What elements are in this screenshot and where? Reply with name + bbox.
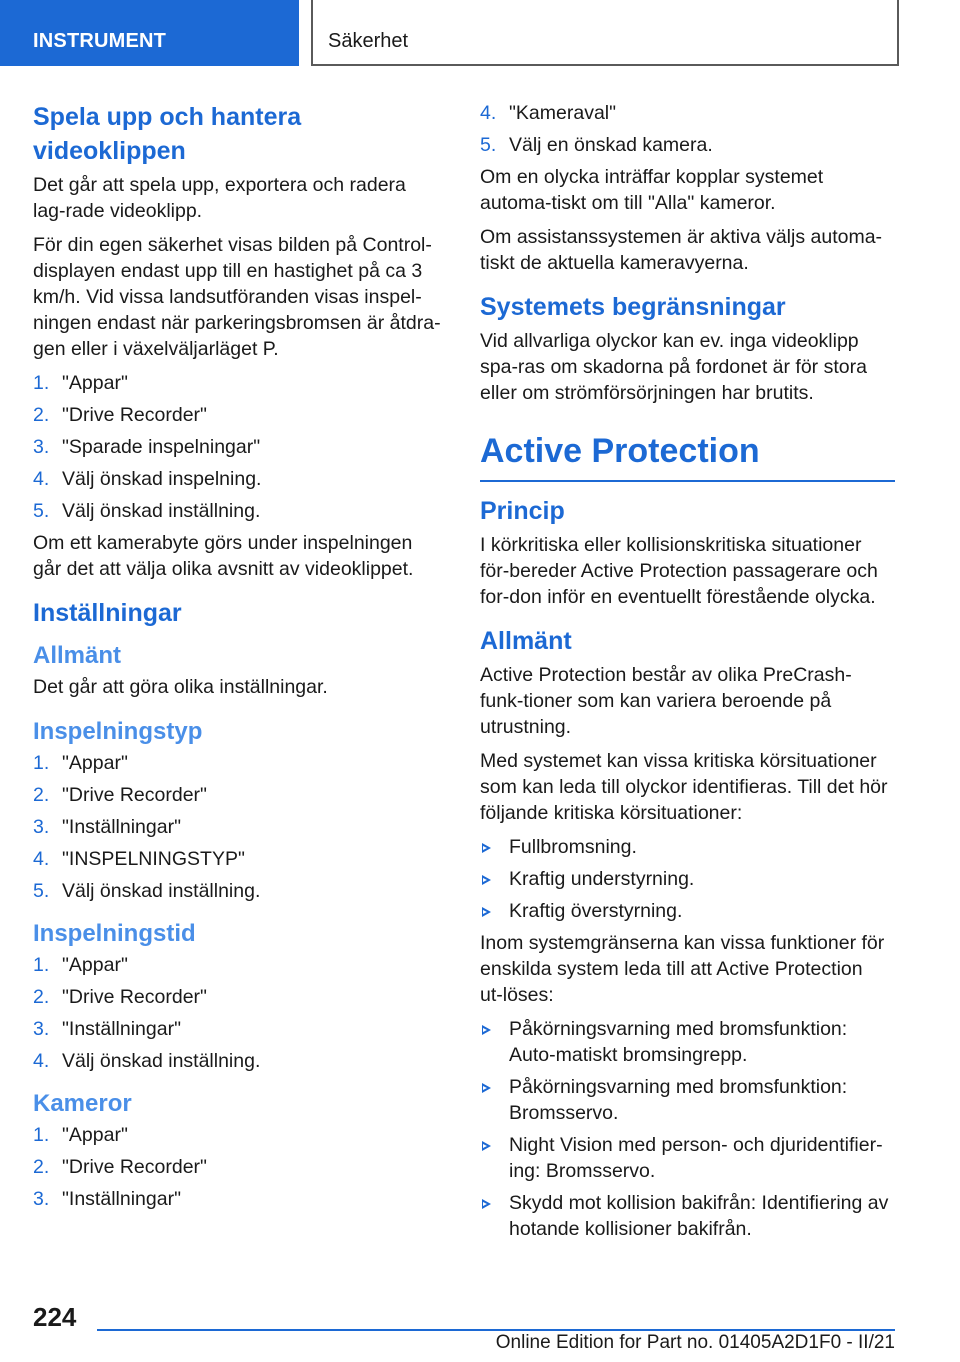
- list-item: [33, 434, 443, 460]
- step-text: "Inställningar": [62, 1188, 181, 1210]
- list-item: [33, 984, 443, 1010]
- step-number: 4.: [33, 848, 50, 870]
- paragraph: Inom systemgränserna kan vissa funktioner för enskilda system leda till att Active Protection ut-löses:: [480, 932, 885, 1006]
- step-text: "Inställningar": [62, 1018, 181, 1040]
- chapter-header: [311, 0, 899, 66]
- step-number: 1.: [33, 1124, 50, 1146]
- paragraph: För din egen säkerhet visas bilden på Control-displayen endast upp till en hastighet på ca 3 km/h. Vid vissa landsutföranden visas inspel-ningen endast när parkeringsbromsen är åtdra-gen eller i växelväljarläget P.: [33, 234, 441, 360]
- bullet-text: Skydd mot kollision bakifrån: Identifiering av hotande kollisioner bakifrån.: [509, 1192, 889, 1240]
- paragraph: Vid allvarliga olyckor kan ev. inga videoklipp spa-ras om skadorna på fordonet är för stora eller om strömförsörjningen har brutits.: [480, 330, 867, 404]
- list-item: [33, 1186, 443, 1212]
- list-item: [480, 1190, 890, 1242]
- bullet-text: Kraftig överstyrning.: [509, 900, 683, 922]
- step-text: "Kameraval": [509, 102, 617, 124]
- chapter-heading-rule: [480, 428, 895, 482]
- list-item: [33, 952, 443, 978]
- paragraph: Om en olycka inträffar kopplar systemet automa-tiskt om till "Alla" kameror.: [480, 166, 824, 214]
- step-number: 2.: [33, 404, 50, 426]
- step-text: "Drive Recorder": [62, 784, 207, 806]
- paragraph: I körkritiska eller kollisionskritiska situationer för-bereder Active Protection passagerare och for-don inför en eventuellt förestående olycka.: [480, 534, 878, 608]
- bullet-list: [480, 834, 890, 924]
- bullet-list: [480, 1016, 890, 1242]
- step-number: 3.: [33, 1018, 50, 1040]
- step-number: 3.: [33, 816, 50, 838]
- heading-playback: Spela upp och hantera videoklippen: [33, 103, 302, 165]
- triangle-bullet-icon: [482, 1141, 491, 1151]
- step-number: 2.: [33, 986, 50, 1008]
- list-item: [480, 834, 890, 860]
- page-number: 224: [33, 1302, 77, 1332]
- paragraph: Om ett kamerabyte görs under inspelningen går det att välja olika avsnitt av videoklippet.: [33, 532, 414, 580]
- heading-principle: Princip: [480, 497, 565, 525]
- step-text: "Drive Recorder": [62, 986, 207, 1008]
- step-text: "INSPELNINGSTYP": [62, 848, 245, 870]
- list-item: [33, 1154, 443, 1180]
- list-item: [33, 782, 443, 808]
- steps-list: [33, 370, 443, 524]
- section-tab: [0, 0, 299, 66]
- subheading-recording-type: Inspelningstyp: [33, 718, 203, 745]
- step-text: "Appar": [62, 1124, 128, 1146]
- step-text: Välj en önskad kamera.: [509, 134, 713, 156]
- step-number: 3.: [33, 1188, 50, 1210]
- bullet-text: Night Vision med person- och djuridentifier-ing: Bromsservo.: [509, 1134, 883, 1182]
- step-number: 3.: [33, 436, 50, 458]
- step-text: "Appar": [62, 752, 128, 774]
- triangle-bullet-icon: [482, 843, 491, 853]
- heading-limitations: Systemets begränsningar: [480, 293, 786, 321]
- step-number: 4.: [33, 1050, 50, 1072]
- bullet-text: Fullbromsning.: [509, 836, 637, 858]
- list-item: [33, 1016, 443, 1042]
- steps-list: [33, 1122, 443, 1212]
- list-item: [33, 878, 443, 904]
- triangle-bullet-icon: [482, 1199, 491, 1209]
- step-text: Välj önskad inspelning.: [62, 468, 262, 490]
- step-number: 2.: [33, 784, 50, 806]
- bullet-text: Påkörningsvarning med bromsfunktion: Auto-matiskt bromsingrepp.: [509, 1018, 848, 1066]
- step-text: "Appar": [62, 372, 128, 394]
- right-column: [480, 100, 890, 1248]
- list-item: [33, 498, 443, 524]
- step-text: "Appar": [62, 954, 128, 976]
- list-item: [480, 866, 890, 892]
- footer-rule: [97, 1329, 895, 1331]
- step-text: "Inställningar": [62, 816, 181, 838]
- step-number: 1.: [33, 954, 50, 976]
- steps-list: [33, 952, 443, 1074]
- list-item: [33, 402, 443, 428]
- paragraph: Det går att spela upp, exportera och radera lag-rade videoklipp.: [33, 174, 406, 222]
- triangle-bullet-icon: [482, 875, 491, 885]
- step-text: "Sparade inspelningar": [62, 436, 261, 458]
- chapter-title: Säkerhet: [328, 30, 409, 52]
- triangle-bullet-icon: [482, 1025, 491, 1035]
- list-item: [33, 1122, 443, 1148]
- list-item: [33, 846, 443, 872]
- footer-edition: Online Edition for Part no. 01405A2D1F0 - II/21: [495, 1332, 895, 1353]
- step-number: 1.: [33, 752, 50, 774]
- step-text: "Drive Recorder": [62, 404, 207, 426]
- step-text: Välj önskad inställning.: [62, 1050, 261, 1072]
- triangle-bullet-icon: [482, 907, 491, 917]
- paragraph: Det går att göra olika inställningar.: [33, 676, 328, 698]
- subheading-recording-time: Inspelningstid: [33, 920, 196, 947]
- list-item: [480, 898, 890, 924]
- list-item: [480, 1132, 890, 1184]
- heading-active-protection: Active Protection: [480, 432, 760, 470]
- list-item: [33, 466, 443, 492]
- list-item: [480, 1016, 890, 1068]
- step-text: Välj önskad inställning.: [62, 880, 261, 902]
- heading-general: Allmänt: [480, 627, 572, 655]
- step-number: 5.: [33, 880, 50, 902]
- list-item: [33, 1048, 443, 1074]
- paragraph: Active Protection består av olika PreCrash-funk-tioner som kan variera beroende på utrustning.: [480, 664, 852, 738]
- list-item: [480, 1074, 890, 1126]
- subheading-cameras: Kameror: [33, 1090, 132, 1117]
- list-item: [33, 750, 443, 776]
- subheading-general: Allmänt: [33, 642, 122, 669]
- step-number: 5.: [33, 500, 50, 522]
- step-number: 4.: [480, 102, 497, 124]
- step-number: 5.: [480, 134, 497, 156]
- bullet-text: Påkörningsvarning med bromsfunktion: Bromsservo.: [509, 1076, 848, 1124]
- steps-list: [33, 750, 443, 904]
- bullet-text: Kraftig understyrning.: [509, 868, 695, 890]
- left-column: [33, 100, 443, 1218]
- step-text: Välj önskad inställning.: [62, 500, 261, 522]
- heading-settings: Inställningar: [33, 599, 182, 627]
- step-number: 2.: [33, 1156, 50, 1178]
- triangle-bullet-icon: [482, 1083, 491, 1093]
- step-text: "Drive Recorder": [62, 1156, 207, 1178]
- list-item: [33, 370, 443, 396]
- paragraph: Med systemet kan vissa kritiska körsituationer som kan leda till olyckor identifieras. Till det hör följande kritiska körsituationer:: [480, 750, 888, 824]
- section-label: INSTRUMENT: [33, 30, 167, 52]
- step-number: 1.: [33, 372, 50, 394]
- paragraph: Om assistanssystemen är aktiva väljs automa-tiskt de aktuella kameravyerna.: [480, 226, 883, 274]
- list-item: [480, 132, 890, 158]
- list-item: [480, 100, 890, 126]
- step-number: 4.: [33, 468, 50, 490]
- steps-list: [480, 100, 890, 158]
- list-item: [33, 814, 443, 840]
